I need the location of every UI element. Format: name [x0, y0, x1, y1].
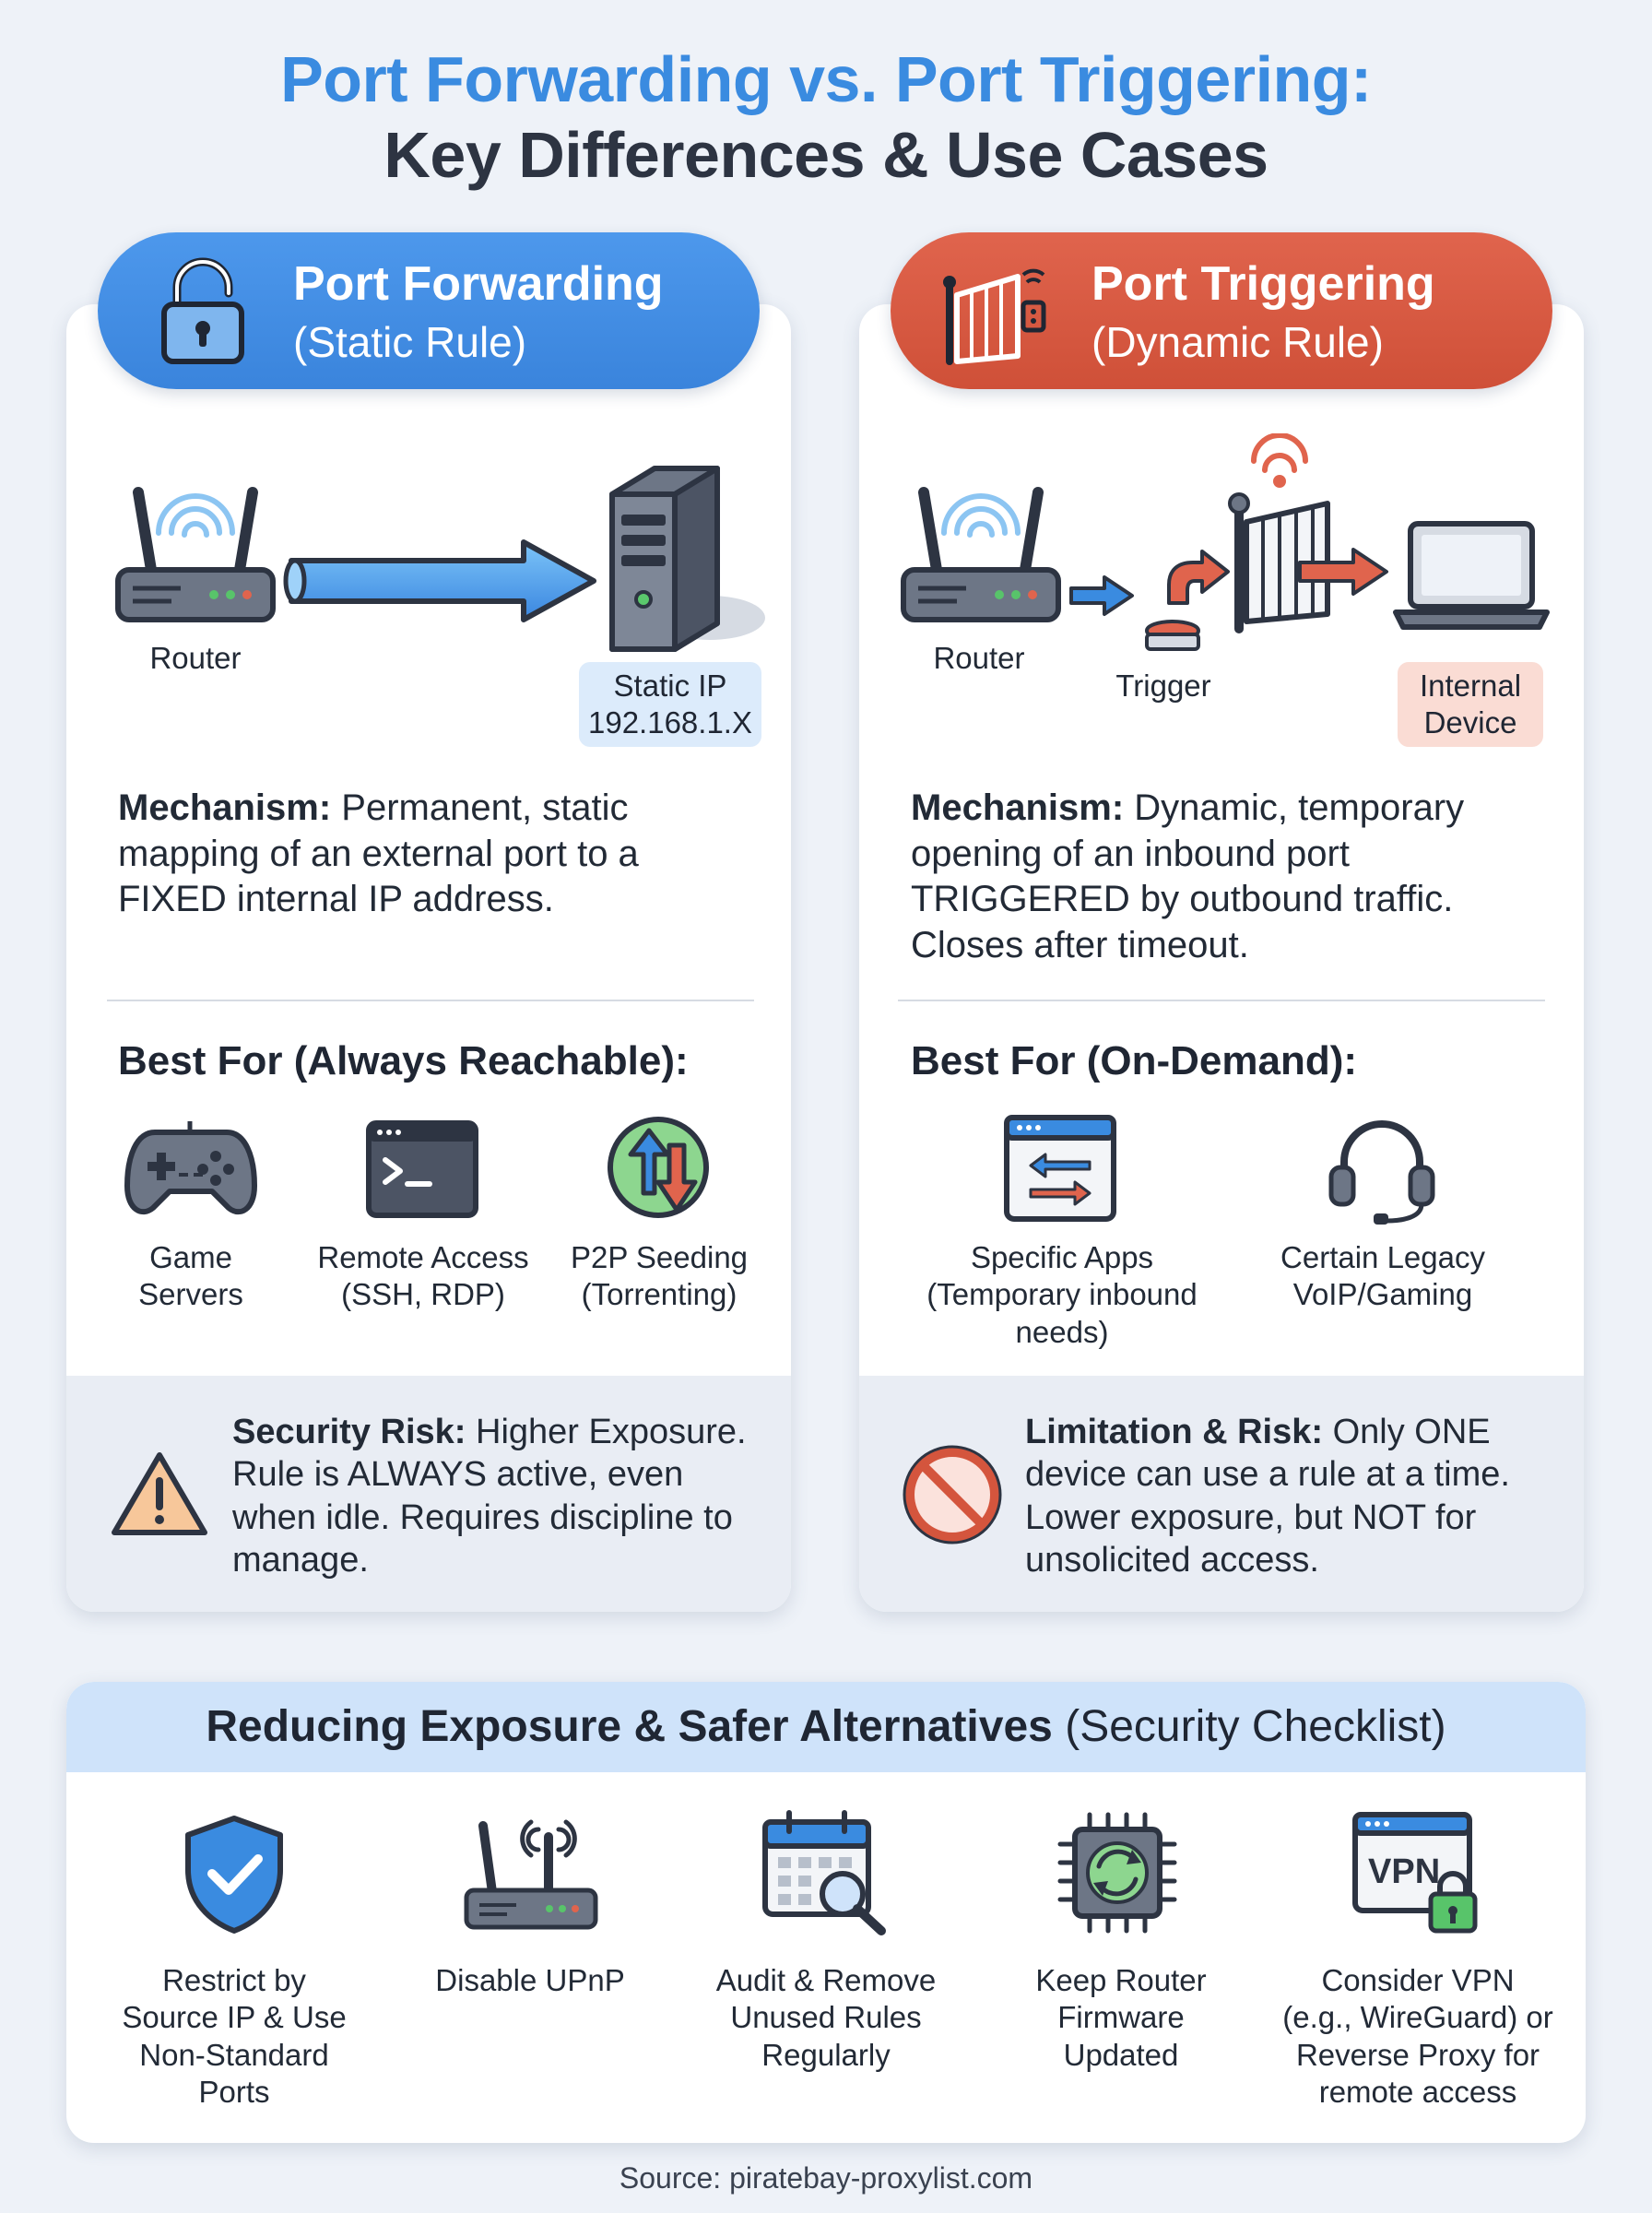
gate-sensor-icon — [940, 254, 1051, 369]
page-title: Port Forwarding vs. Port Triggering: — [280, 43, 1372, 115]
forwarding-mechanism-label: Mechanism: — [118, 787, 332, 828]
triggering-mechanism: Mechanism: Dynamic, temporary opening of an inbound port TRIGGERED by outbound traffic. Closes after timeout. — [911, 787, 1465, 965]
static-ip-chip — [579, 662, 761, 747]
app-window-swap-icon — [1003, 1114, 1117, 1223]
checklist-heading: Reducing Exposure & Safer Alternatives (Security Checklist) — [66, 1682, 1586, 1772]
triggering-divider — [898, 1000, 1545, 1001]
terminal-icon — [365, 1119, 479, 1219]
vpn-lock-icon — [1351, 1809, 1490, 1938]
triggering-title: Port Triggering — [1092, 257, 1435, 311]
use-p2p-seeding: P2P Seeding (Torrenting) — [570, 1240, 749, 1312]
forwarding-subtitle: (Static Rule) — [293, 318, 527, 366]
forwarding-mechanism-line1: Permanent, static — [341, 787, 629, 828]
forward-arrow-icon — [282, 535, 605, 627]
unlocked-padlock-icon — [157, 256, 249, 367]
router-wifi-icon — [461, 1813, 601, 1935]
chip-refresh-icon — [1056, 1811, 1182, 1935]
prohibited-icon — [902, 1444, 1003, 1545]
checklist-item-restrict: Restrict by Source IP & Use Non-Standard Ports — [122, 1963, 347, 2109]
forwarding-best-for-heading: Best For (Always Reachable): — [118, 1038, 689, 1083]
forwarding-mechanism — [118, 786, 763, 923]
router-icon — [896, 485, 1066, 631]
server-tower-icon — [599, 461, 771, 664]
triggering-subtitle: (Dynamic Rule) — [1092, 318, 1384, 366]
small-blue-arrow-icon — [1068, 574, 1136, 618]
use-legacy-voip: Certain Legacy VoIP/Gaming — [1280, 1240, 1485, 1312]
internal-device-chip: Internal Device — [1398, 662, 1543, 747]
router-icon — [111, 485, 280, 631]
forwarding-risk-label: Security Risk: — [232, 1413, 466, 1451]
page-subtitle: Key Differences & Use Cases — [384, 119, 1268, 191]
triggering-router-label: Router — [933, 641, 1025, 675]
static-ip-address: 192.168.1.X — [588, 704, 752, 740]
trigger-label: Trigger — [1115, 669, 1211, 703]
forwarding-risk-text: Security Risk: Higher Exposure. Rule is ALWAYS active, even when idle. Requires discipline to manage. — [232, 1413, 747, 1580]
calendar-search-icon — [761, 1809, 891, 1936]
vpn-text: VPN — [1368, 1852, 1441, 1891]
laptop-icon — [1392, 518, 1551, 633]
forwarding-mechanism-line3: FIXED internal IP address. — [118, 879, 554, 920]
trigger-button-icon — [1141, 544, 1233, 655]
p2p-transfer-icon — [605, 1114, 715, 1225]
triggering-mechanism-label: Mechanism: — [911, 787, 1125, 828]
checklist-item-upnp: Disable UPnP — [435, 1963, 625, 1997]
forwarding-divider — [107, 1000, 754, 1001]
triggering-risk-text: Limitation & Risk: Only ONE device can use a rule at a time. Lower exposure, but NOT for unsolicited access. — [1025, 1413, 1510, 1580]
forwarding-title: Port Forwarding — [293, 257, 664, 311]
checklist-item-firmware: Keep Router Firmware Updated — [1035, 1963, 1207, 2072]
gamepad-icon — [124, 1119, 258, 1223]
use-specific-apps: Specific Apps (Temporary inbound needs) — [926, 1240, 1198, 1349]
headset-icon — [1326, 1112, 1438, 1226]
gate-signal-icon — [1226, 433, 1337, 636]
checklist-item-vpn: Consider VPN (e.g., WireGuard) or Reverse Proxy for remote access — [1282, 1963, 1553, 2109]
forwarding-router-label: Router — [149, 641, 242, 675]
use-remote-access: Remote Access (SSH, RDP) — [317, 1240, 529, 1312]
warning-icon — [109, 1450, 210, 1540]
red-arrow-icon — [1296, 546, 1392, 598]
triggering-risk-label: Limitation & Risk: — [1025, 1413, 1324, 1451]
use-game-servers: Game Servers — [138, 1240, 243, 1312]
triggering-header — [891, 232, 1552, 389]
forwarding-header — [98, 232, 760, 389]
static-ip-label: Static IP — [613, 669, 727, 703]
forwarding-mechanism-line2: mapping of an external port to a — [118, 833, 639, 874]
shield-check-icon — [181, 1813, 288, 1935]
source-credit: Source: piratebay-proxylist.com — [619, 2161, 1033, 2195]
checklist-item-audit: Audit & Remove Unused Rules Regularly — [715, 1963, 937, 2072]
triggering-best-for-heading: Best For (On-Demand): — [911, 1038, 1357, 1083]
